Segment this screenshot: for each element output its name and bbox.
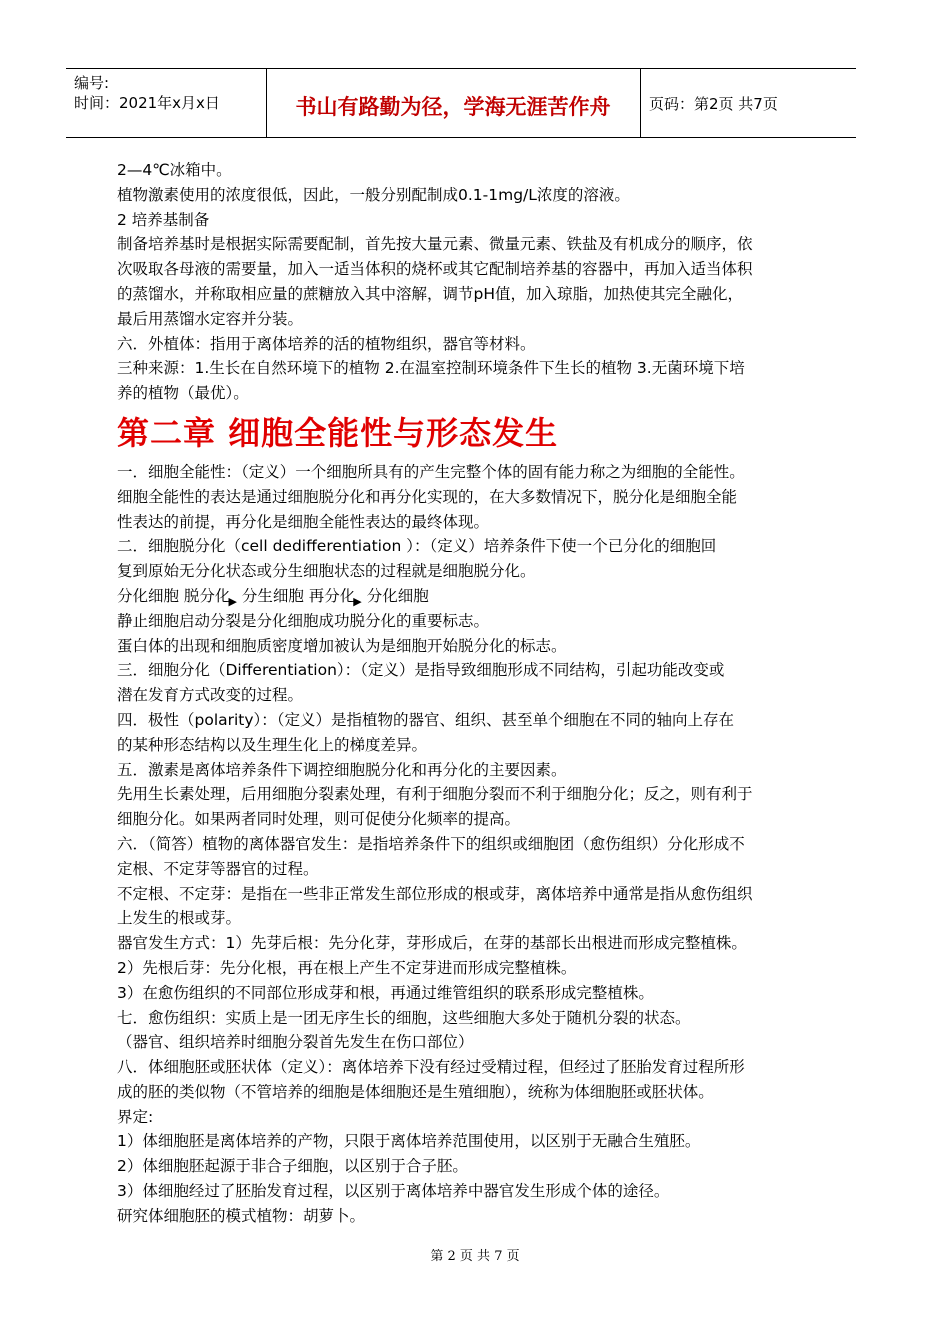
text-line: 三种来源：1.生长在自然环境下的植物 2.在温室控制环境条件下生长的植物 3.无菌环境下培 [117, 359, 745, 378]
flow-step-2: 分生细胞 再分化 [241, 586, 356, 605]
text-line: 细胞全能性的表达是通过细胞脱分化和再分化实现的，在大多数情况下，脱分化是细胞全能 [117, 487, 738, 506]
flow-step-1: 分化细胞 脱分化 [117, 586, 231, 605]
text-line: 复到原始无分化状态或分生细胞状态的过程就是细胞脱分化。 [117, 562, 536, 581]
text-line: 六．（简答）植物的离体器官发生：是指培养条件下的组织或细胞团（愈伤组织）分化形成不 [117, 834, 745, 853]
text-line: 2）先根后芽：先分化根，再在根上产生不定芽进而形成完整植株。 [117, 958, 577, 977]
text-line: 四．极性（polarity）：（定义）是指植物的器官、组织、甚至单个细胞在不同的轴向上存在 [117, 710, 735, 729]
arrow-icon: ▶ [228, 594, 237, 608]
text-line: 3）体细胞经过了胚胎发育过程，以区别于离体培养中器官发生形成个体的途径。 [117, 1182, 670, 1201]
page-header [66, 68, 856, 138]
text-line: 潜在发育方式改变的过程。 [117, 686, 304, 705]
text-line: 先用生长素处理，后用细胞分裂素处理，有利于细胞分裂而不利于细胞分化；反之，则有利于 [117, 785, 753, 804]
intro-paragraphs [117, 158, 817, 406]
text-line: 六．外植体：指用于离体培养的活的植物组织，器官等材料。 [117, 334, 536, 353]
chapter-title: 第二章 细胞全能性与形态发生 [117, 413, 559, 452]
header-motto-cell [266, 69, 641, 137]
text-line: 养的植物（最优）。 [117, 384, 249, 403]
text-line: 3）在愈伤组织的不同部位形成芽和根，再通过维管组织的联系形成完整植株。 [117, 983, 654, 1002]
text-line: 定根、不定芽等器官的过程。 [117, 859, 319, 878]
text-line: 八．体细胞胚或胚状体（定义）：离体培养下没有经过受精过程，但经过了胚胎发育过程所形 [117, 1058, 745, 1077]
header-info-cell [66, 69, 267, 137]
dedifferentiation-flow [117, 584, 817, 609]
text-line: 次吸取各母液的需要量，加入一适当体积的烧杯或其它配制培养基的容器中，再加入适当体积 [117, 260, 753, 279]
text-line: 研究体细胞胚的模式植物：胡萝卜。 [117, 1206, 366, 1225]
page-footer: 第 2 页 共 7 页 [430, 1249, 520, 1264]
text-line: 五．激素是离体培养条件下调控细胞脱分化和再分化的主要因素。 [117, 760, 567, 779]
text-line: 界定: [117, 1107, 154, 1126]
text-line: 1）体细胞胚是离体培养的产物，只限于离体培养范围使用，以区别于无融合生殖胚。 [117, 1132, 701, 1151]
text-line: 植物激素使用的浓度很低，因此，一般分别配制成0.1-1mg/L浓度的溶液。 [117, 185, 630, 204]
chapter-paragraphs-continued [117, 609, 817, 1229]
text-line: 的某种形态结构以及生理生化上的梯度差异。 [117, 735, 428, 754]
arrow-icon: ▶ [353, 594, 362, 608]
text-line: 上发生的根或芽。 [117, 909, 242, 928]
header-page-cell [641, 69, 856, 137]
document-time-label: 时间：2021年x月x日 [74, 94, 220, 112]
text-line: 七．愈伤组织：实质上是一团无序生长的细胞，这些细胞大多处于随机分裂的状态。 [117, 1008, 691, 1027]
text-line: 的蒸馏水，并称取相应量的蔗糖放入其中溶解，调节pH值，加入琼脂，加热使其完全融化， [117, 284, 743, 303]
text-line: 最后用蒸馏水定容并分装。 [117, 309, 304, 328]
text-line: 性表达的前提，再分化是细胞全能性表达的最终体现。 [117, 512, 490, 531]
text-line: 2—4℃冰箱中。 [117, 161, 232, 179]
text-line: 细胞分化。如果两者同时处理，则可促使分化频率的提高。 [117, 810, 521, 829]
chapter-paragraphs [117, 460, 817, 584]
document-number-label: 编号: [74, 74, 110, 92]
text-line: 器官发生方式：1）先芽后根：先分化芽，芽形成后，在芽的基部长出根进而形成完整植株。 [117, 934, 747, 953]
header-motto: 书山有路勤为径，学海无涯苦作舟 [295, 95, 611, 119]
text-line: 2）体细胞胚起源于非合子细胞，以区别于合子胚。 [117, 1157, 468, 1176]
text-line: 蛋白体的出现和细胞质密度增加被认为是细胞开始脱分化的标志。 [117, 636, 567, 655]
text-line: 一．细胞全能性：（定义）一个细胞所具有的产生完整个体的固有能力称之为细胞的全能性。 [117, 462, 745, 481]
text-line: 三．细胞分化（Differentiation）：（定义）是指导致细胞形成不同结构，引起功能改变或 [117, 661, 725, 680]
text-line: 不定根、不定芽：是指在一些非正常发生部位形成的根或芽，离体培养中通常是指从愈伤组织 [117, 884, 753, 903]
document-body [117, 158, 817, 1229]
flow-step-3: 分化细胞 [366, 586, 429, 605]
text-line: （器官、组织培养时细胞分裂首先发生在伤口部位） [117, 1033, 474, 1052]
text-line: 二．细胞脱分化（cell dedifferentiation ）：（定义）培养条件下使一个已分化的细胞回 [117, 537, 717, 556]
text-line: 成的胚的类似物（不管培养的细胞是体细胞还是生殖细胞），统称为体细胞胚或胚状体。 [117, 1082, 714, 1101]
header-page-number: 页码：第2页 共7页 [649, 95, 778, 113]
text-line: 2 培养基制备 [117, 210, 210, 229]
text-line: 制备培养基时是根据实际需要配制，首先按大量元素、微量元素、铁盐及有机成分的顺序，依 [117, 235, 753, 254]
text-line: 静止细胞启动分裂是分化细胞成功脱分化的重要标志。 [117, 611, 490, 630]
